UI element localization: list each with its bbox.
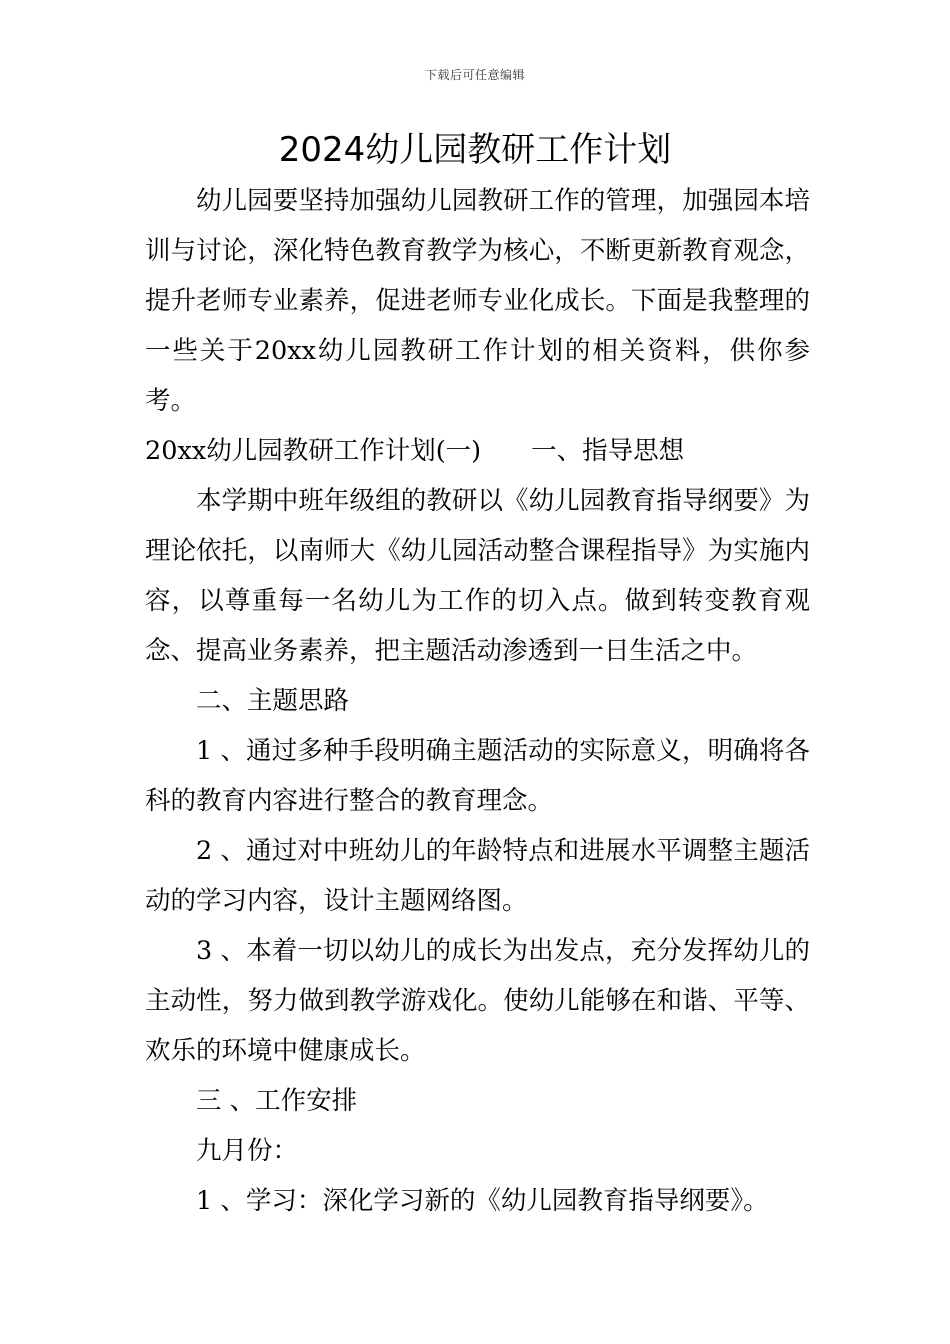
document-title: 2024幼儿园教研工作计划 — [278, 130, 672, 170]
document-body — [145, 176, 810, 1226]
section2-item-3: 3 、本着一切以幼儿的成长为出发点，充分发挥幼儿的主动性，努力做到教学游戏化。使幼儿能够在和谐、平等、欢乐的环境中健康成长。 — [145, 936, 810, 1066]
month-item-1: 1 、学习：深化学习新的《幼儿园教育指导纲要》。 — [196, 1186, 769, 1216]
month-heading: 九月份： — [196, 1136, 299, 1166]
section2-item-1: 1 、通过多种手段明确主题活动的实际意义，明确将各科的教育内容进行整合的教育理念。 — [145, 736, 810, 816]
section2-item-2: 2 、通过对中班幼儿的年龄特点和进展水平调整主题活动的学习内容，设计主题网络图。 — [145, 836, 810, 916]
section2-heading: 二、主题思路 — [196, 686, 350, 716]
section3-heading: 三 、工作安排 — [196, 1086, 358, 1116]
plan-heading: 20xx幼儿园教研工作计划(一) — [145, 436, 482, 466]
intro-paragraph: 幼儿园要坚持加强幼儿园教研工作的管理，加强园本培训与讨论，深化特色教育教学为核心，不断更新教育观念，提升老师专业素养，促进老师专业化成长。下面是我整理的一些关于20xx幼儿园教研工作计划的相关资料，供你参考。 — [145, 186, 810, 416]
header-note: 下载后可任意编辑 — [424, 68, 525, 82]
plan-heading-line — [145, 426, 810, 476]
section1-heading: 一、指导思想 — [531, 436, 685, 466]
section1-paragraph: 本学期中班年级组的教研以《幼儿园教育指导纲要》为理论依托，以南师大《幼儿园活动整合课程指导》为实施内容，以尊重每一名幼儿为工作的切入点。做到转变教育观念、提高业务素养，把主题活动渗透到一日生活之中。 — [145, 486, 810, 666]
